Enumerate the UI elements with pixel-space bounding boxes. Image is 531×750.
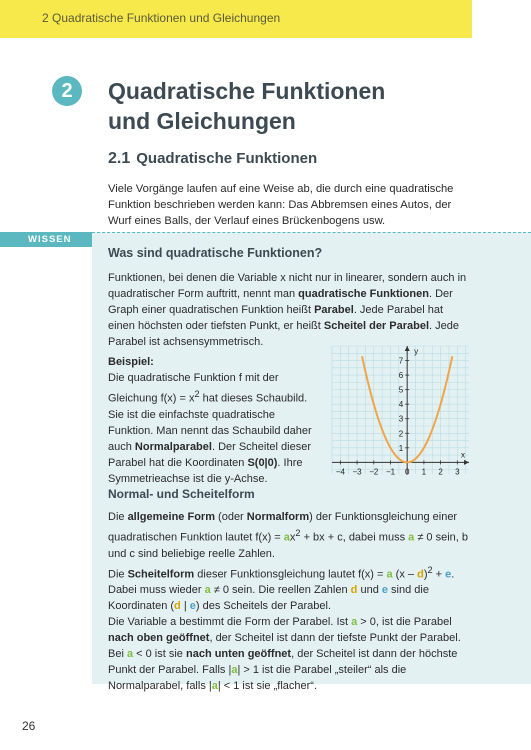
x-axis-arrow [464,460,469,465]
y-axis-label: y [414,347,419,356]
y-tick-label: 4 [398,400,404,410]
chapter-number-badge: 2 [52,76,82,106]
y-tick-label: 1 [398,443,404,453]
x-tick-label: 0 [404,467,410,477]
page-number: 26 [22,719,36,733]
running-header [0,0,472,38]
chapter-title-line2: und Gleichungen [108,108,296,134]
intro-paragraph: Viele Vorgänge laufen auf eine Weise ab, die durch eine quadratische Funktion beschrieben werden kann: Das Abbremsen eines Autos, der Wurf eines Balls, der Verlauf eines Brückenbogens usw. [108,183,454,227]
normal-parabola-chart [328,340,473,490]
y-tick-label: 5 [398,385,404,395]
x-tick-label: −4 [335,467,345,477]
x-tick-label: 1 [421,467,427,477]
section-title [108,150,317,168]
example-heading: Beispiel: [108,356,154,368]
running-header-text: 2 Quadratische Funktionen und Gleichungen [42,11,281,25]
y-axis-arrow [405,346,410,351]
x-axis-label: x [461,450,465,460]
section-title-text: Quadratische Funktionen [136,150,318,167]
y-tick-label: 7 [398,356,404,366]
question-heading: Was sind quadratische Funktionen? [108,246,323,260]
x-tick-label: −1 [385,467,396,477]
normal-form-heading: Normal- und Scheitelform [108,487,255,501]
section-number: 2.1 [108,150,131,167]
x-tick-label: 3 [455,467,460,477]
example-paragraph: Beispiel: Die quadratische Funktion f mit der Gleichung $f(x) = x^2$ hat dieses Schaubild. Sie ist die einfachste quadratische Funktion. Man nennt das Schaubild daher auch Normalparabel. Der Scheitel dieser Parabel hat die Koordinaten S(0|0). Ihre Symmetrieachse ist die y-Achse. [108,356,312,485]
y-tick-label: 2 [398,429,404,439]
wissen-label: WISSEN [0,232,92,247]
chapter-title-line1: Quadratische Funktionen [108,78,386,104]
chapter-title [108,76,488,136]
x-tick-label: −2 [369,467,379,477]
x-tick-label: −3 [352,467,362,477]
y-tick-label: 6 [398,371,404,381]
definition-paragraph: Funktionen, bei denen die Variable x nicht nur in linearer, sondern auch in quadratischer Form auftritt, nennt man quadratische Funktionen. Der Graph einer quadratischen Funktion heißt Parabel. Jede Parabel hat einen höchsten oder tiefsten Punkt, er heißt Scheitel der Parabel. Jede Parabel ist achsensymmetrisch. [108,272,467,348]
x-tick-label: 2 [438,467,443,477]
forms-paragraph: Die allgemeine Form (oder Normalform) der Funktionsgleichung einer quadratischen Funktion lautet $f(x) = ax^2$ + bx + c, dabei muss a ≠ 0 sein, b und c sind beliebige reelle Zahlen. Die Scheitelform dieser Funktionsgleichung lautet f(x) = a (x – d)$^2$ + e. Dabei muss wieder a ≠ 0 sein. Die reellen Zahlen d und e sind die Koordinaten (d | e) des Scheitels der Parabel. Die Variable a bestimmt die Form der Parabel. Ist a > 0, ist die Parabel nach oben geöffnet, der Scheitel ist dann der tiefste Punkt der Parabel. Bei a < 0 ist sie nach unten geöffnet, der Scheitel ist dann der höchste Punkt der Parabel. Falls |a| > 1 ist die Parabel „steiler“ als die Normalparabel, falls |a| < 1 ist sie „flacher“. [108,511,468,693]
y-tick-label: 3 [398,414,404,424]
